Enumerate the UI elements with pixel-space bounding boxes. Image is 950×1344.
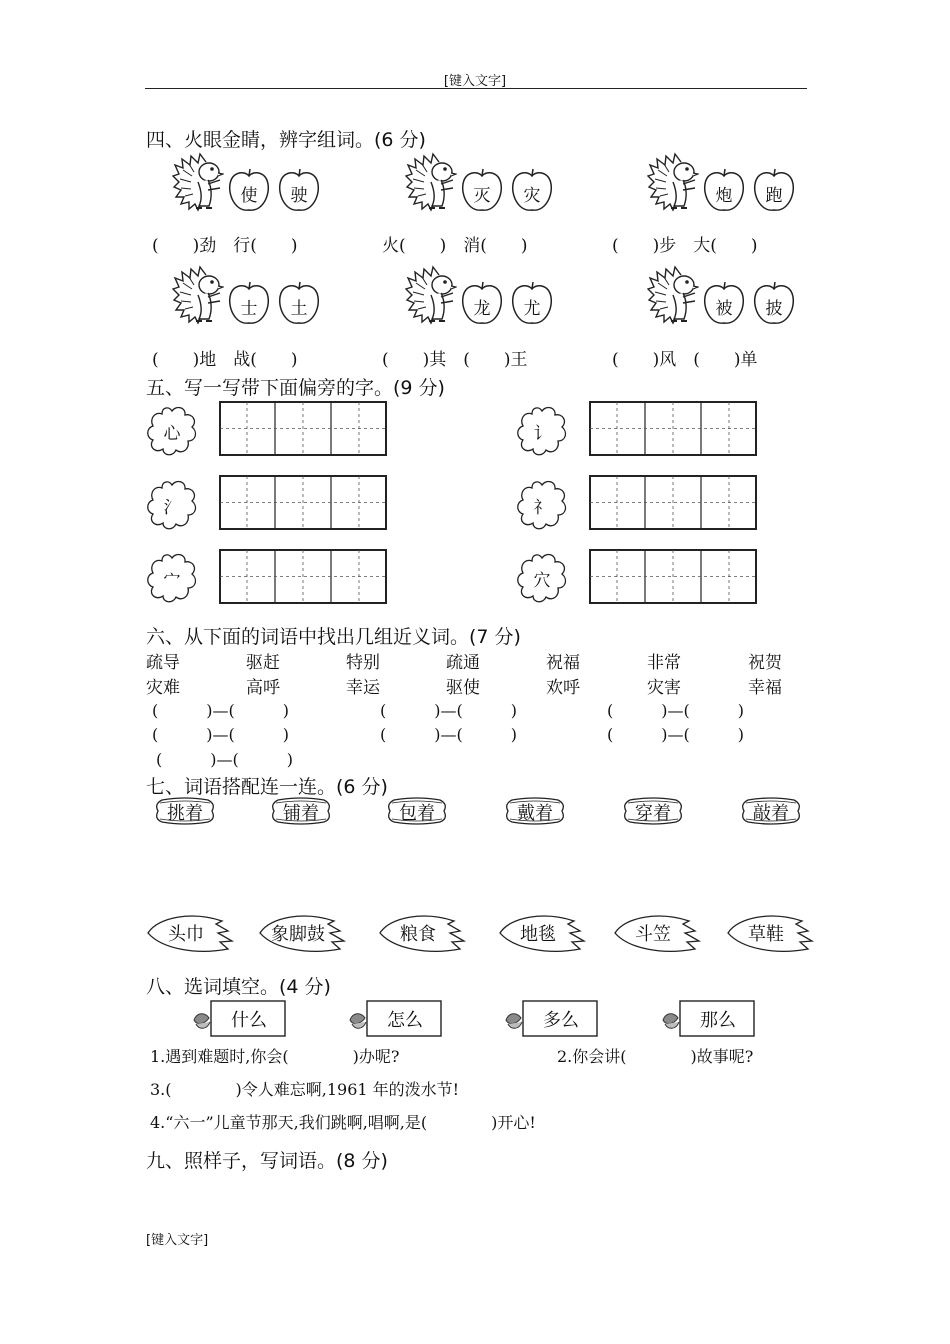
writing-grid[interactable] <box>219 401 387 456</box>
apple-char: 土 <box>276 281 322 327</box>
header-rule <box>145 88 807 89</box>
synonym-pair-blank: ( )—( ) <box>607 701 744 720</box>
synonym-pair-blank: ( )—( ) <box>152 725 289 744</box>
page-header: [键入文字] <box>443 74 507 89</box>
apple-char: 使 <box>226 168 272 214</box>
word-choice-card[interactable]: 多么 <box>503 1000 599 1038</box>
apple-char: 尤 <box>509 281 555 327</box>
writing-grid[interactable] <box>589 401 757 456</box>
apple-char: 龙 <box>459 281 505 327</box>
section-9-title: 九、照样子，写词语。(8 分) <box>146 1150 388 1172</box>
page-footer: [键入文字] <box>146 1233 209 1248</box>
word-fill-line: ( )风 ( )单 <box>612 350 758 370</box>
fill-question-3: 3.( )令人难忘啊,1961 年的泼水节! <box>150 1080 460 1099</box>
apple-char: 灭 <box>459 168 505 214</box>
apple-char: 披 <box>751 281 797 327</box>
noun-leaf[interactable]: 地毯 <box>496 911 588 953</box>
word: 疏导 <box>146 653 180 673</box>
radical-flower: 穴 <box>516 552 568 604</box>
word: 驱赶 <box>246 653 280 673</box>
synonym-pair-blank: ( )—( ) <box>380 725 517 744</box>
apple-char: 炮 <box>701 168 747 214</box>
word: 幸福 <box>748 678 782 698</box>
word-fill-line: ( )步 大( ) <box>612 236 758 256</box>
section-8-title: 八、选词填空。(4 分) <box>146 976 331 998</box>
word: 驱使 <box>446 678 480 698</box>
hedgehog-icon <box>172 265 224 325</box>
word-fill-line: ( )劲 行( ) <box>152 236 298 256</box>
synonym-pair-blank: ( )—( ) <box>607 725 744 744</box>
word: 灾害 <box>647 678 681 698</box>
noun-leaf[interactable]: 象脚鼓 <box>256 911 348 953</box>
hedgehog-icon <box>647 265 699 325</box>
word: 祝贺 <box>748 653 782 673</box>
verb-oval[interactable]: 铺着 <box>270 796 332 826</box>
apple-char: 被 <box>701 281 747 327</box>
word: 疏通 <box>446 653 480 673</box>
word: 欢呼 <box>546 678 580 698</box>
verb-oval[interactable]: 挑着 <box>154 796 216 826</box>
word-choice-card[interactable]: 怎么 <box>347 1000 443 1038</box>
hedgehog-icon <box>405 152 457 212</box>
verb-oval[interactable]: 敲着 <box>740 796 802 826</box>
apple-char: 灾 <box>509 168 555 214</box>
synonym-pair-blank: ( )—( ) <box>156 750 293 769</box>
noun-leaf[interactable]: 头巾 <box>144 911 236 953</box>
word-choice-card[interactable]: 那么 <box>660 1000 756 1038</box>
radical-flower: 心 <box>146 405 198 457</box>
apple-char: 士 <box>226 281 272 327</box>
word-fill-line: ( )地 战( ) <box>152 350 298 370</box>
noun-leaf[interactable]: 粮食 <box>376 911 468 953</box>
fill-question-2: 2.你会讲( )故事呢? <box>557 1047 754 1066</box>
fill-question-1: 1.遇到难题时,你会( )办呢? <box>150 1047 400 1066</box>
section-6-title: 六、从下面的词语中找出几组近义词。(7 分) <box>146 626 521 648</box>
section-7-title: 七、词语搭配连一连。(6 分) <box>146 776 388 798</box>
word: 祝福 <box>546 653 580 673</box>
writing-grid[interactable] <box>589 549 757 604</box>
synonym-pair-blank: ( )—( ) <box>152 701 289 720</box>
word: 特别 <box>346 653 380 673</box>
verb-oval[interactable]: 穿着 <box>622 796 684 826</box>
verb-oval[interactable]: 戴着 <box>504 796 566 826</box>
synonym-pair-blank: ( )—( ) <box>380 701 517 720</box>
apple-char: 驶 <box>276 168 322 214</box>
word: 灾难 <box>146 678 180 698</box>
verb-oval[interactable]: 包着 <box>386 796 448 826</box>
fill-question-4: 4.“六一”儿童节那天,我们跳啊,唱啊,是( )开心! <box>150 1113 536 1132</box>
hedgehog-icon <box>647 152 699 212</box>
word-fill-line: 火( ) 消( ) <box>382 236 528 256</box>
hedgehog-icon <box>172 152 224 212</box>
writing-grid[interactable] <box>219 549 387 604</box>
noun-leaf[interactable]: 草鞋 <box>724 911 816 953</box>
radical-flower: 宀 <box>146 552 198 604</box>
writing-grid[interactable] <box>589 475 757 530</box>
section-5-title: 五、写一写带下面偏旁的字。(9 分) <box>146 377 445 399</box>
radical-flower: 礻 <box>516 479 568 531</box>
word: 非常 <box>647 653 681 673</box>
noun-leaf[interactable]: 斗笠 <box>611 911 703 953</box>
writing-grid[interactable] <box>219 475 387 530</box>
apple-char: 跑 <box>751 168 797 214</box>
radical-flower: 讠 <box>516 405 568 457</box>
word-choice-card[interactable]: 什么 <box>191 1000 287 1038</box>
word: 高呼 <box>246 678 280 698</box>
word: 幸运 <box>346 678 380 698</box>
radical-flower: 氵 <box>146 479 198 531</box>
word-fill-line: ( )其 ( )王 <box>382 350 528 370</box>
section-4-title: 四、火眼金睛，辨字组词。(6 分) <box>146 129 426 151</box>
hedgehog-icon <box>405 265 457 325</box>
